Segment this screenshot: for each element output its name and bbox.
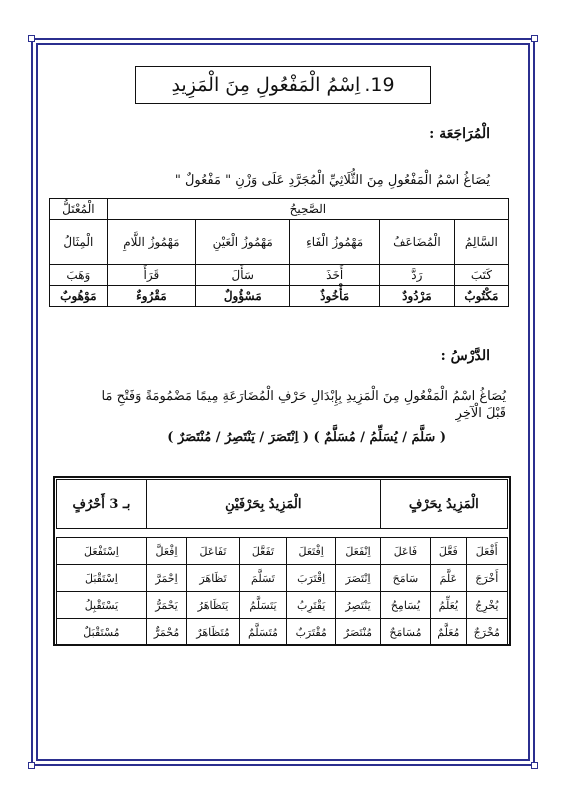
participle-cell: مُخْرَجٌ: [466, 619, 507, 646]
participle-cell: مَوْهُوبٌ: [50, 286, 108, 307]
participle-cell: مُسْتَقْبَلٌ: [57, 619, 147, 646]
past-verb-cell: سَامَحَ: [380, 565, 430, 592]
pattern-cell: تَفَعَّلَ: [239, 538, 286, 565]
participle-cell: مُقْتَرَبٌ: [287, 619, 336, 646]
review-rule: يُصَاغُ اسْمُ الْمَفْعُولِ مِنَ الثُّلَاثِيِّ الْمُجَرَّدِ عَلَى وَزْنِ " مَفْعُولٌ ": [174, 173, 490, 188]
group-header: الْمُعْتَلُّ: [50, 199, 108, 220]
border-corner: [531, 762, 538, 769]
past-verb-cell: تَظَاهَرَ: [187, 565, 240, 592]
column-header: مَهْمُوزُ اللَّامِ: [107, 220, 195, 265]
augmented-table: [56, 479, 508, 646]
table-row: [57, 565, 508, 592]
lesson-heading: الدَّرْسُ :: [440, 348, 490, 364]
group-header: الصَّحِيحُ: [107, 199, 508, 220]
past-verb-cell: اِقْتَرَبَ: [287, 565, 336, 592]
header-two-letters: الْمَزِيدُ بِحَرْفَيْنِ: [146, 480, 380, 529]
present-verb-cell: يَنْتَصِرُ: [336, 592, 380, 619]
singular-table: [49, 198, 509, 307]
column-header: مَهْمُوزُ الْفَاءِ: [290, 220, 380, 265]
participle-cell: مَأْخُوذٌ: [290, 286, 380, 307]
pattern-cell: فَاعَلَ: [380, 538, 430, 565]
spacer-row: [57, 529, 508, 538]
lesson-examples: ( سَلَّمَ / يُسَلِّمُ / مُسَلَّمٌ ) ( اِنْتَصَرَ / يَنْتَصِرُ / مُنْتَصَرٌ ): [167, 430, 446, 445]
pattern-cell: أَفْعَلَ: [466, 538, 507, 565]
participle-cell: مَقْرُوءٌ: [107, 286, 195, 307]
participle-cell: مُتَظَاهَرٌ: [187, 619, 240, 646]
lesson-rule-line1: يُصَاغُ اسْمُ الْمَفْعُولِ مِنَ الْمَزِيدِ بِإِبْدَالِ حَرْفِ الْمُضَارَعَةِ مِيمًا مَضْمُومَةً وَفَتْحِ مَا: [101, 389, 506, 404]
pattern-cell: فَعَّلَ: [431, 538, 466, 565]
present-verb-cell: يَتَسَلَّمُ: [239, 592, 286, 619]
border-corner: [28, 35, 35, 42]
column-header: الْمِثَالُ: [50, 220, 108, 265]
pattern-cell: اِفْتَعَلَ: [287, 538, 336, 565]
past-verb-cell: تَسَلَّمَ: [239, 565, 286, 592]
page-title: [135, 66, 431, 104]
pattern-cell: اِفْعَلَّ: [146, 538, 186, 565]
title-number: 19.: [364, 74, 395, 96]
participle-cell: مَسْؤُولٌ: [196, 286, 290, 307]
border-corner: [28, 762, 35, 769]
past-verb-cell: أَخْرَجَ: [466, 565, 507, 592]
table-row: [57, 538, 508, 565]
present-verb-cell: يَتَظَاهَرُ: [187, 592, 240, 619]
verb-cell: قَرَأَ: [107, 265, 195, 286]
participle-cell: مَرْدُودٌ: [379, 286, 454, 307]
title-text: اِسْمُ الْمَفْعُولِ مِنَ الْمَزِيدِ: [171, 74, 361, 96]
past-verb-cell: اِنْتَصَرَ: [336, 565, 380, 592]
pattern-cell: تَفَاعَلَ: [187, 538, 240, 565]
participle-cell: مَكْتُوبٌ: [454, 286, 508, 307]
column-header: السَّالِمُ: [454, 220, 508, 265]
verb-cell: سَأَلَ: [196, 265, 290, 286]
review-heading: الْمُرَاجَعَة :: [429, 126, 490, 142]
table-row: [57, 592, 508, 619]
pattern-cell: اِنْفَعَلَ: [336, 538, 380, 565]
present-verb-cell: يُعَلِّمُ: [431, 592, 466, 619]
verb-cell: وَهَبَ: [50, 265, 108, 286]
present-verb-cell: يَسْتَقْبِلُ: [57, 592, 147, 619]
border-corner: [531, 35, 538, 42]
verb-cell: رَدَّ: [379, 265, 454, 286]
header-three-letters: بـ 3 أَحْرُفٍ: [57, 480, 147, 529]
lesson-rule-line2: قَبْلَ الْآخِرِ: [455, 406, 506, 421]
participle-cell: مُعَلَّمٌ: [431, 619, 466, 646]
present-verb-cell: يُسَامِحُ: [380, 592, 430, 619]
column-header: الْمُضَاعَفُ: [379, 220, 454, 265]
column-header: مَهْمُوزُ الْعَيْنِ: [196, 220, 290, 265]
participle-cell: مُحْمَرٌّ: [146, 619, 186, 646]
past-verb-cell: اِسْتَقْبَلَ: [57, 565, 147, 592]
past-verb-cell: اِحْمَرَّ: [146, 565, 186, 592]
header-one-letter: الْمَزِيدُ بِحَرْفٍ: [380, 480, 507, 529]
present-verb-cell: يَقْتَرِبُ: [287, 592, 336, 619]
verb-cell: أَخَذَ: [290, 265, 380, 286]
participle-cell: مُتَسَلَّمٌ: [239, 619, 286, 646]
past-verb-cell: عَلَّمَ: [431, 565, 466, 592]
present-verb-cell: يَحْمَرُّ: [146, 592, 186, 619]
table-row: [57, 619, 508, 646]
verb-cell: كَتَبَ: [454, 265, 508, 286]
participle-cell: مُسَامَحٌ: [380, 619, 430, 646]
present-verb-cell: يُخْرِجُ: [466, 592, 507, 619]
pattern-cell: اِسْتَفْعَلَ: [57, 538, 147, 565]
participle-cell: مُنْتَصَرٌ: [336, 619, 380, 646]
